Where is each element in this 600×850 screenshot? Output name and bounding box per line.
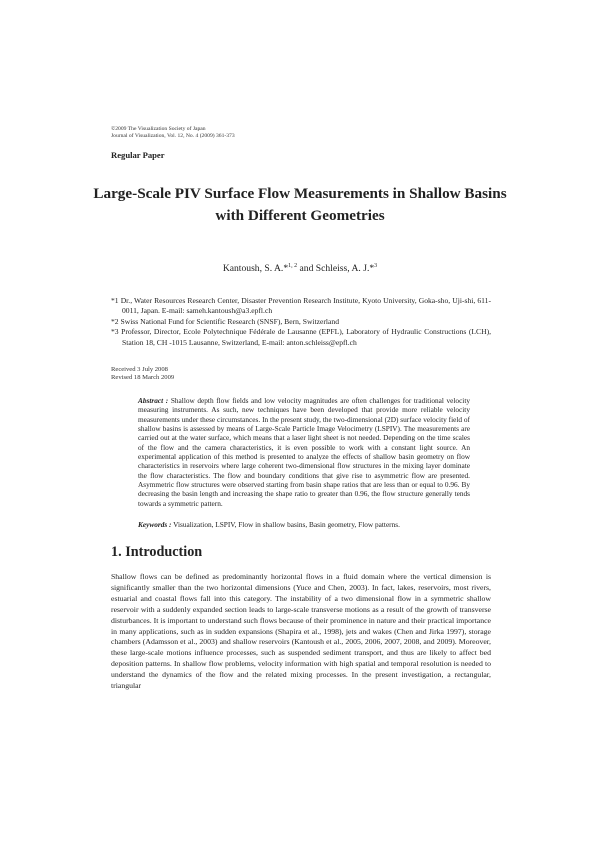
introduction-paragraph: Shallow flows can be defined as predominantly horizontal flows in a fluid domain where the vertical dimension is significantly smaller than the two horizontal dimensions (Yuce and Chen, 2003). In fact, lakes, reservoirs, most rivers, estuarial and coastal flows fall into this category. The instability of a two dimensional flow in a symmetric shallow reservoir with a suddenly expanded section leads to large-scale transverse motions as a result of the growth of transverse disturbances. It is important to understand such flows because of their prominence in nature and their practical importance in many applications, such as in sudden expansions (Shapira et al., 1998), jets and wakes (Chen and Jirka 1997), storage chambers (Adamsson et al., 2003) and shallow reservoirs (Kantoush et al., 2005, 2006, 2007, 2008, and 2009). Moreover, these large-scale motions influence processes, such as suspended sediment transport, and thus are likely to affect bed deposition patterns. In shallow flow problems, velocity information with high spatial and temporal resolution is needed to understand the dynamics of the flow and the related mixing processes. In the present investigation, a rectangular, triangular — [111, 572, 491, 691]
keywords-text: Visualization, LSPIV, Flow in shallow basins, Basin geometry, Flow patterns. — [173, 520, 400, 529]
affiliation-2: *2 Swiss National Fund for Scientific Research (SNSF), Bern, Switzerland — [111, 316, 339, 326]
keywords — [138, 520, 478, 529]
paper-type-label: Regular Paper — [111, 150, 165, 160]
affiliation-3: *3 Professor, Director, Ecole Polytechnique Fédérale de Lausanne (EPFL), Laboratory of Hydraulic Constructions (LCH), Station 18, CH -1015 Lausanne, Switzerland, E-mail: anton.schleiss@epfl.ch — [111, 327, 491, 347]
journal-citation: Journal of Visualization, Vol. 12, No. 4 (2009) 361-373 — [111, 133, 235, 140]
author-list — [100, 263, 500, 274]
author-conjunction: and — [297, 263, 316, 275]
abstract — [138, 396, 470, 508]
affiliations — [111, 296, 491, 348]
section-heading-introduction: 1. Introduction — [111, 544, 203, 560]
keywords-label: Keywords : — [138, 520, 172, 529]
submission-dates — [111, 366, 174, 382]
revised-date: Revised 18 March 2009 — [111, 374, 175, 382]
title-line-1: Large-Scale PIV Surface Flow Measurements in Shallow Basins — [93, 185, 507, 202]
author-2-affil-marks: 3 — [374, 263, 378, 269]
author-1: Kantoush, S. A.* — [222, 263, 289, 275]
received-date: Received 3 July 2008 — [111, 366, 168, 373]
affiliation-1: *1 Dr., Water Resources Research Center, Disaster Prevention Research Institute, Kyoto University, Goka-sho, Uji-shi, 611-0011, Japan. E-mail: sameh.kantoush@a3.epfl.ch — [111, 296, 491, 316]
copyright-line: ©2009 The Visualization Society of Japan — [111, 126, 206, 132]
author-2: Schleiss, A. J.* — [315, 263, 375, 275]
abstract-label: Abstract : — [138, 396, 169, 405]
paper-title — [90, 183, 510, 227]
title-line-2: with Different Geometries — [215, 207, 385, 224]
author-1-affil-marks: 1, 2 — [288, 263, 298, 269]
journal-info — [111, 126, 235, 141]
abstract-text: Shallow depth flow fields and low velocity magnitudes are often challenges for traditional velocity measuring instruments. As such, new techniques have been developed that provide more reliable velocity measurements under these circumstances. In the present study, the two-dimensional (2D) surface velocity field of shallow basins is assessed by means of Large-Scale Particle Image Velocimetry (LSPIV). The measurements are carried out at the water surface, which means that a laser light sheet is not needed. Depending on the time scales of the flow and the camera characteristics, it is even possible to work with a constant light source. An experimental application of this method is presented to analyze the effects of shallow basin geometry on flow characteristics in reservoirs where large coherent two-dimensional flow structures in the mixing layer dominate the flow characteristics. The flow and boundary conditions that give rise to asymmetric flow are presented. Asymmetric flow structures were observed starting from basin shape ratios that are less than or equal to 0.96. By decreasing the basin length and increasing the shape ratio to greater than 0.96, the flow structure generally tends towards a symmetric pattern. — [138, 396, 471, 508]
